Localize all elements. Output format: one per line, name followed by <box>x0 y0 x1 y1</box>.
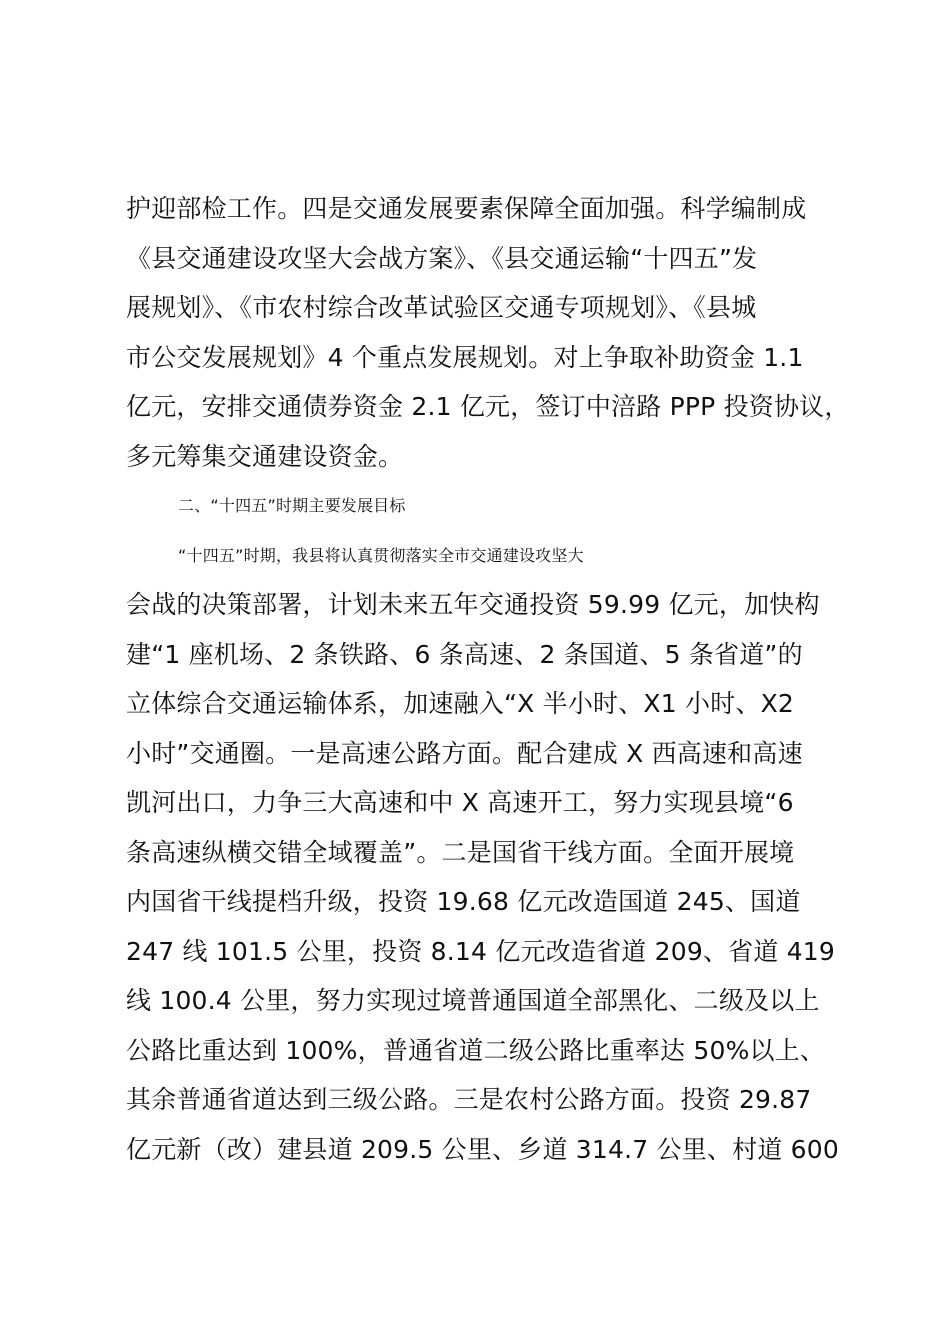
text-line: 其余普通省道达到三级公路。三是农村公路方面。投资 29.87 <box>126 1085 812 1114</box>
document-body <box>126 184 856 1174</box>
text-line: 建“1 座机场、2 条铁路、6 条高速、2 条国道、5 条省道”的 <box>126 639 803 669</box>
text-line: 会战的决策部署，计划未来五年交通投资 59.99 亿元，加快构 <box>126 590 820 619</box>
text-line: 《县交通建设攻坚大会战方案》、《县交通运输“十四五”发 <box>126 243 758 273</box>
text-line: 多元筹集交通建设资金。 <box>126 441 404 471</box>
text-line: 亿元，安排交通债券资金 2.1 亿元，签订中涪路 PPP 投资协议， <box>126 392 850 421</box>
text-line: 247 线 101.5 公里，投资 8.14 亿元改造省道 209、省道 419 <box>126 936 836 966</box>
text-line: 线 100.4 公里，努力实现过境普通国道全部黑化、二级及以上 <box>126 986 820 1015</box>
text-line: 护迎部检工作。四是交通发展要素保障全面加强。科学编制成 <box>126 194 807 223</box>
text-line: 凯河出口，力争三大高速和中 X 高速开工，努力实现县境“6 <box>126 788 794 817</box>
text-line: 小时”交通圈。一是高速公路方面。配合建成 X 西高速和高速 <box>126 738 803 768</box>
text-line: 条高速纵横交错全域覆盖”。二是国省干线方面。全面开展境 <box>126 837 795 867</box>
text-line: 公路比重达到 100%，普通省道二级公路比重率达 50%以上、 <box>126 1035 826 1065</box>
text-line: 展规划》、《市农村综合改革试验区交通专项规划》、《县城 <box>126 293 757 322</box>
text-line: 立体综合交通运输体系，加速融入“X 半小时、X1 小时、X2 <box>126 689 795 718</box>
text-line: 市公交发展规划》4 个重点发展规划。对上争取补助资金 1.1 <box>126 342 804 372</box>
text-line: “十四五”时期，我县将认真贯彻落实全市交通建设攻坚大 <box>178 545 584 565</box>
text-line: 二、“十四五”时期主要发展目标 <box>178 496 406 515</box>
text-line: 亿元新（改）建县道 209.5 公里、乡道 314.7 公里、村道 600 <box>126 1134 839 1164</box>
text-line: 内国省干线提档升级，投资 19.68 亿元改造国道 245、国道 <box>126 887 801 916</box>
